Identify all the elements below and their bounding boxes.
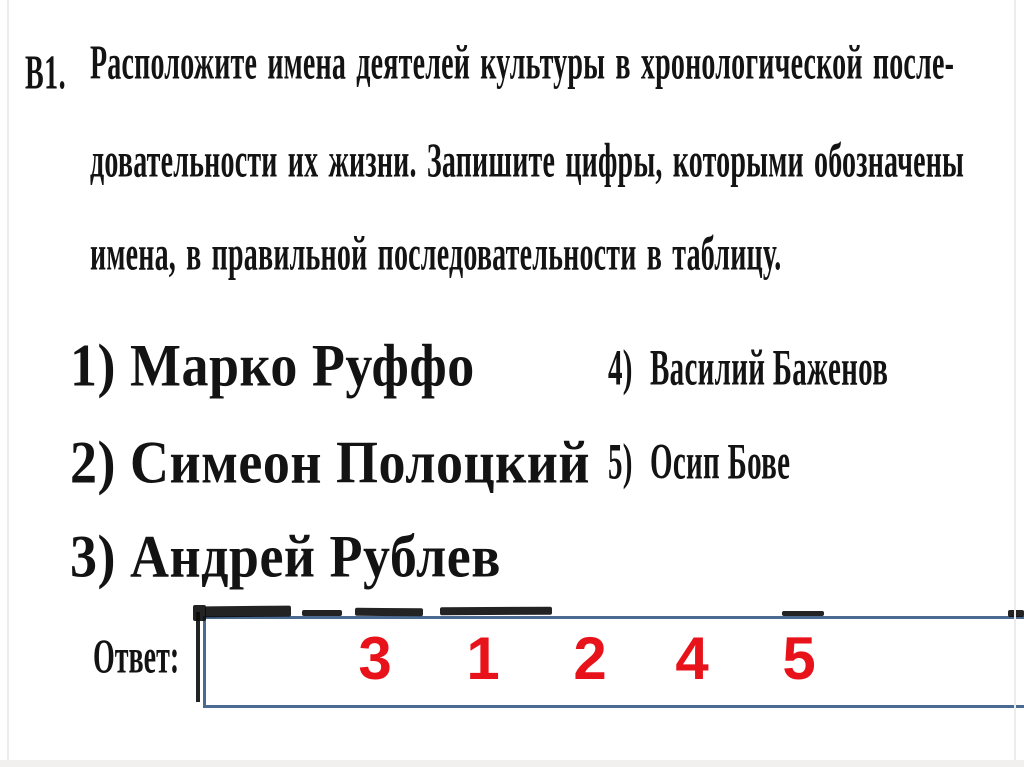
option-number: 2) <box>70 428 116 496</box>
option-item-1 <box>70 331 475 399</box>
scan-artifact-left-bar <box>196 612 200 702</box>
option-number: 1) <box>70 331 116 399</box>
page-edge-artifact-left <box>7 0 9 767</box>
option-name: Марко Руффо <box>130 331 475 399</box>
option-name: Василий Баженов <box>650 340 889 397</box>
answer-label: Ответ: <box>93 630 180 685</box>
question-text-line-1: Расположите имена деятелей культуры в хронологической после- <box>90 36 955 91</box>
answer-box <box>203 616 1024 708</box>
option-number: 4) <box>608 340 633 397</box>
option-name: Симеон Полоцкий <box>130 428 591 496</box>
answer-digit-1: 3 <box>358 625 392 692</box>
option-item-5 <box>608 434 791 491</box>
page-edge-artifact-bottom <box>0 760 1024 767</box>
scan-artifact-smudge <box>440 607 552 616</box>
option-number: 5) <box>608 434 633 491</box>
answer-digit-5: 5 <box>782 625 816 692</box>
option-number: 3) <box>70 522 116 590</box>
question-number: В1. <box>25 46 67 101</box>
option-name: Осип Бове <box>650 434 791 491</box>
scan-artifact-smudge <box>782 611 824 616</box>
question-text-line-2: довательности их жизни. Запишите цифры, которыми обозначены <box>90 134 965 189</box>
answer-digit-4: 4 <box>675 625 709 692</box>
answer-digit-2: 1 <box>466 625 500 692</box>
scan-artifact-smudge <box>1008 610 1024 617</box>
scan-artifact-smudge <box>355 608 423 616</box>
option-item-2 <box>70 428 591 496</box>
option-item-3 <box>70 522 501 590</box>
page-edge-artifact-right <box>1014 0 1016 767</box>
option-item-4 <box>608 340 889 397</box>
scan-artifact-smudge <box>205 606 291 618</box>
scan-artifact-smudge <box>302 610 342 616</box>
answer-digit-3: 2 <box>573 625 607 692</box>
question-text-line-3: имена, в правильной последовательности в таблицу. <box>90 227 782 282</box>
option-name: Андрей Рублев <box>130 522 501 590</box>
